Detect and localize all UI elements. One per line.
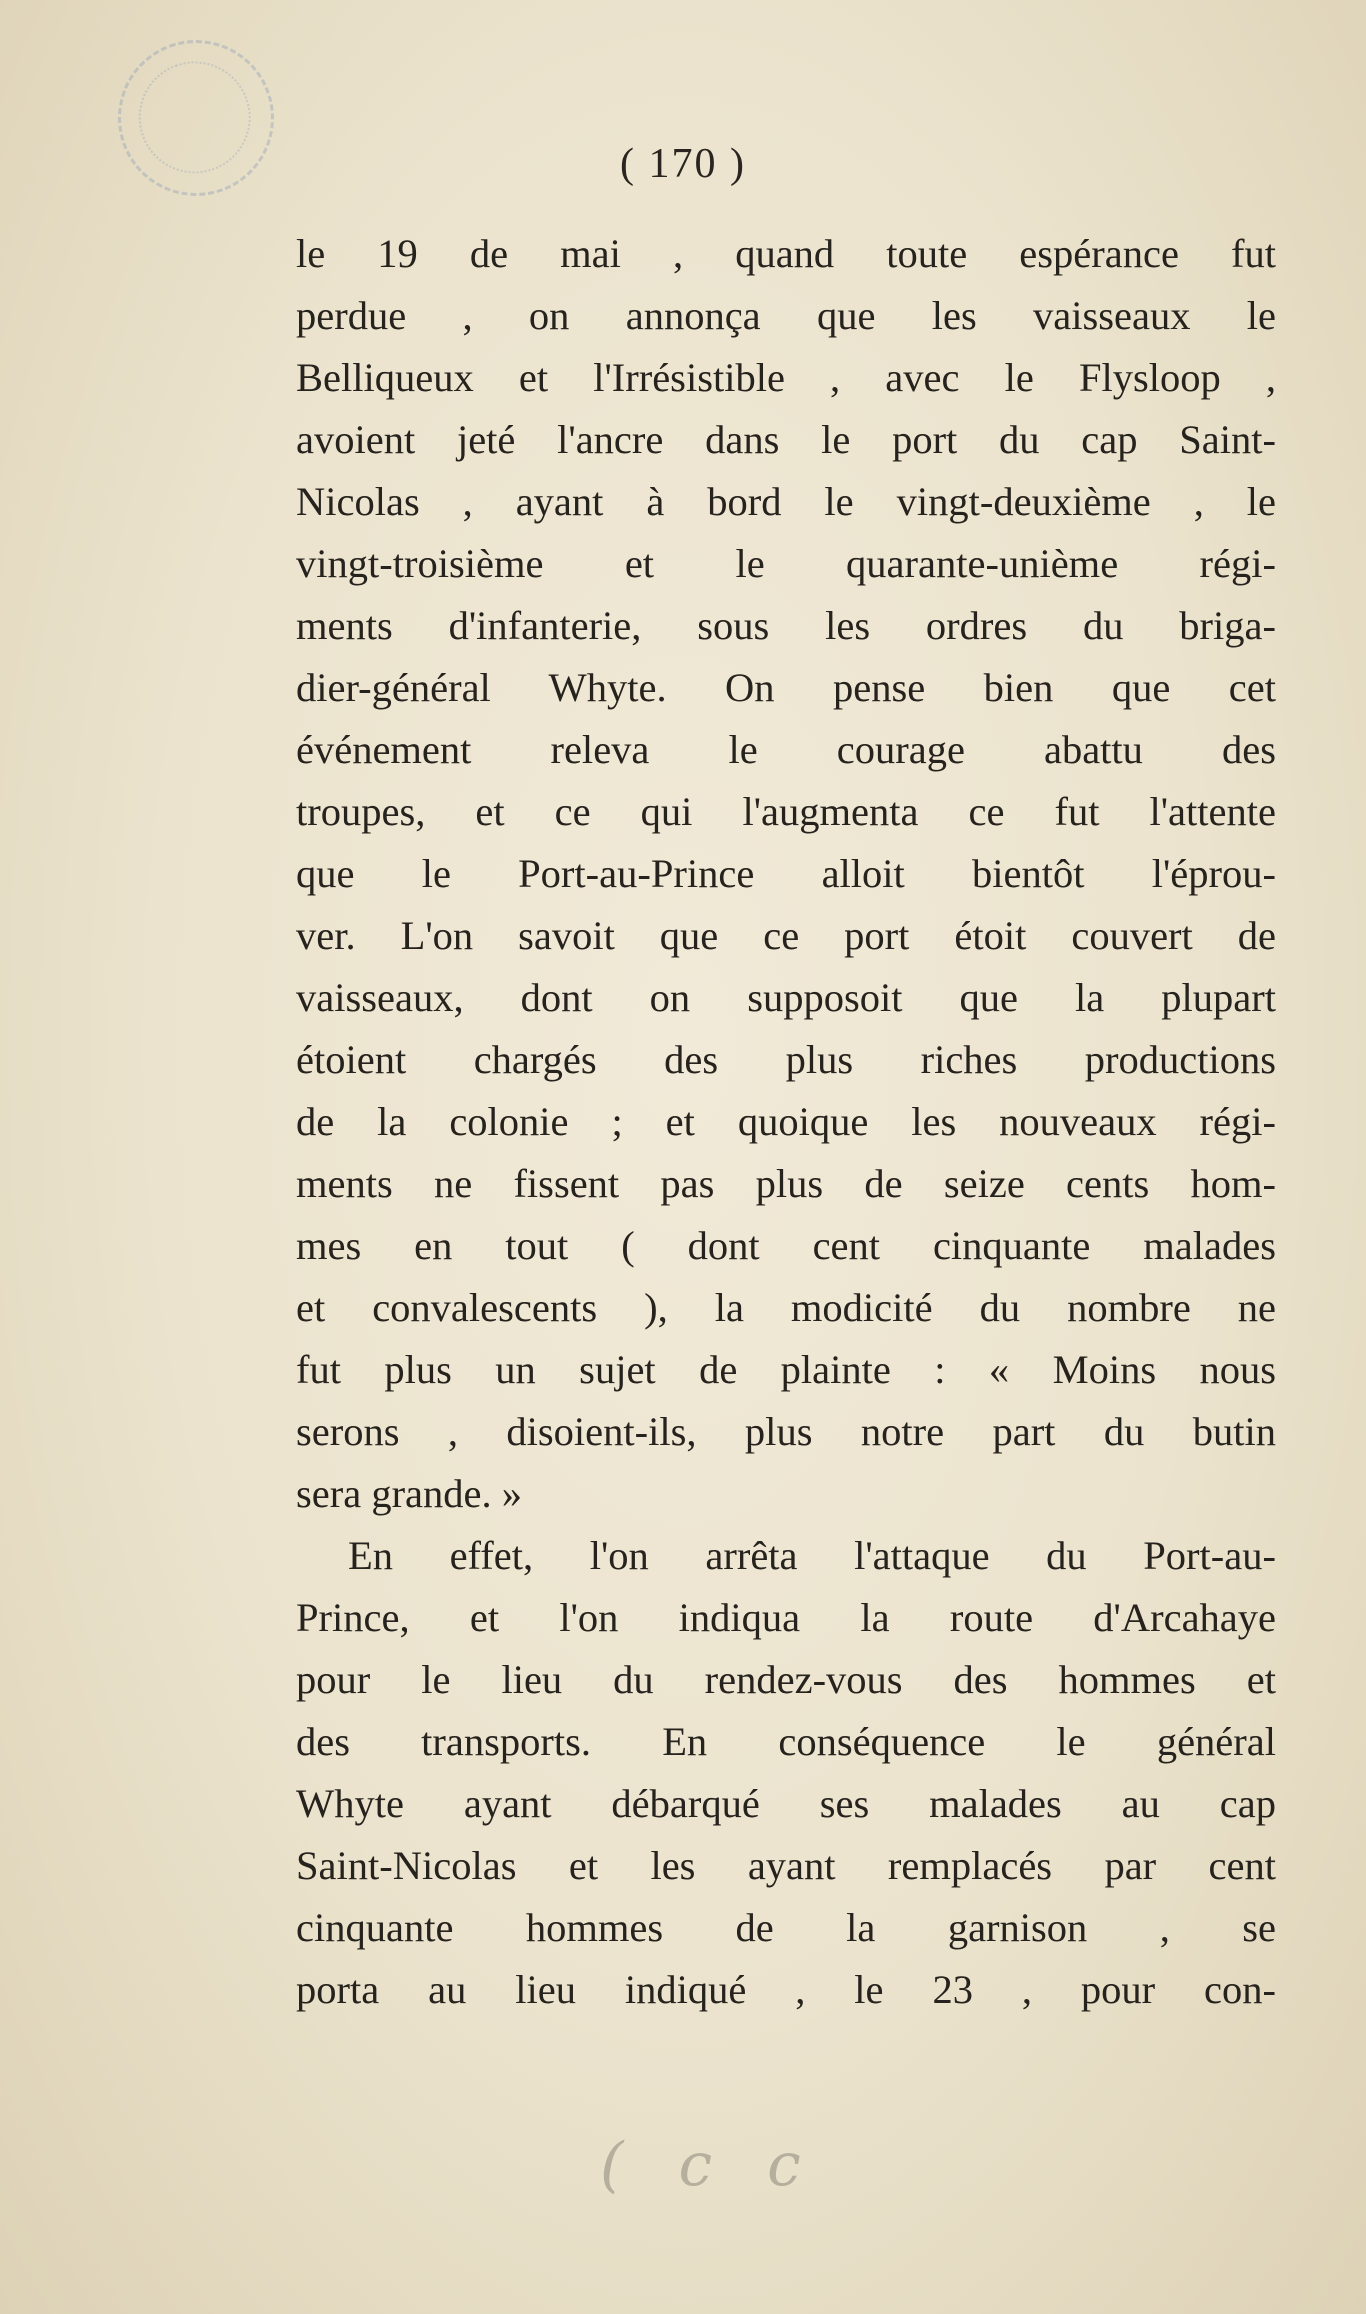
text-line: événement releva le courage abattu des bbox=[296, 727, 1276, 772]
text-line: Belliqueux et l'Irrésistible , avec le Flysloop , bbox=[296, 355, 1276, 400]
text-line: vaisseaux, dont on supposoit que la plupart bbox=[296, 975, 1276, 1020]
body-text bbox=[296, 223, 1276, 2021]
text-line: avoient jeté l'ancre dans le port du cap Saint- bbox=[296, 417, 1276, 462]
text-line: dier-général Whyte. On pense bien que cet bbox=[296, 665, 1276, 710]
text-line: fut plus un sujet de plainte : « Moins nous bbox=[296, 1347, 1276, 1392]
text-line: Prince, et l'on indiqua la route d'Arcahaye bbox=[296, 1595, 1276, 1640]
text-line: cinquante hommes de la garnison , se bbox=[296, 1905, 1276, 1950]
text-line: Whyte ayant débarqué ses malades au cap bbox=[296, 1781, 1276, 1826]
text-line: pour le lieu du rendez-vous des hommes et bbox=[296, 1657, 1276, 1702]
text-line: troupes, et ce qui l'augmenta ce fut l'attente bbox=[296, 789, 1276, 834]
text-line: étoient chargés des plus riches productions bbox=[296, 1037, 1276, 1082]
pencil-mark: ( c c bbox=[600, 2130, 819, 2200]
text-line: porta au lieu indiqué , le 23 , pour con- bbox=[296, 1967, 1276, 2012]
text-line: sera grande. » bbox=[296, 1471, 523, 1516]
text-line: serons , disoient-ils, plus notre part du butin bbox=[296, 1409, 1276, 1454]
text-line: ver. L'on savoit que ce port étoit couvert de bbox=[296, 913, 1276, 958]
text-line: vingt-troisième et le quarante-unième régi- bbox=[296, 541, 1276, 586]
text-line: ments ne fissent pas plus de seize cents hom- bbox=[296, 1161, 1276, 1206]
text-line: perdue , on annonça que les vaisseaux le bbox=[296, 293, 1276, 338]
text-line: des transports. En conséquence le général bbox=[296, 1719, 1276, 1764]
text-line: Nicolas , ayant à bord le vingt-deuxième , le bbox=[296, 479, 1276, 524]
text-line: ments d'infanterie, sous les ordres du briga- bbox=[296, 603, 1276, 648]
text-line: En effet, l'on arrêta l'attaque du Port-au- bbox=[348, 1533, 1276, 1578]
text-line: mes en tout ( dont cent cinquante malades bbox=[296, 1223, 1276, 1268]
text-line: le 19 de mai , quand toute espérance fut bbox=[296, 231, 1276, 276]
text-line: et convalescents ), la modicité du nombre ne bbox=[296, 1285, 1276, 1330]
page-number: ( 170 ) bbox=[620, 141, 746, 187]
text-line: Saint-Nicolas et les ayant remplacés par cent bbox=[296, 1843, 1276, 1888]
text-line: que le Port-au-Prince alloit bientôt l'éprou- bbox=[296, 851, 1276, 896]
text-line: de la colonie ; et quoique les nouveaux régi- bbox=[296, 1099, 1276, 1144]
